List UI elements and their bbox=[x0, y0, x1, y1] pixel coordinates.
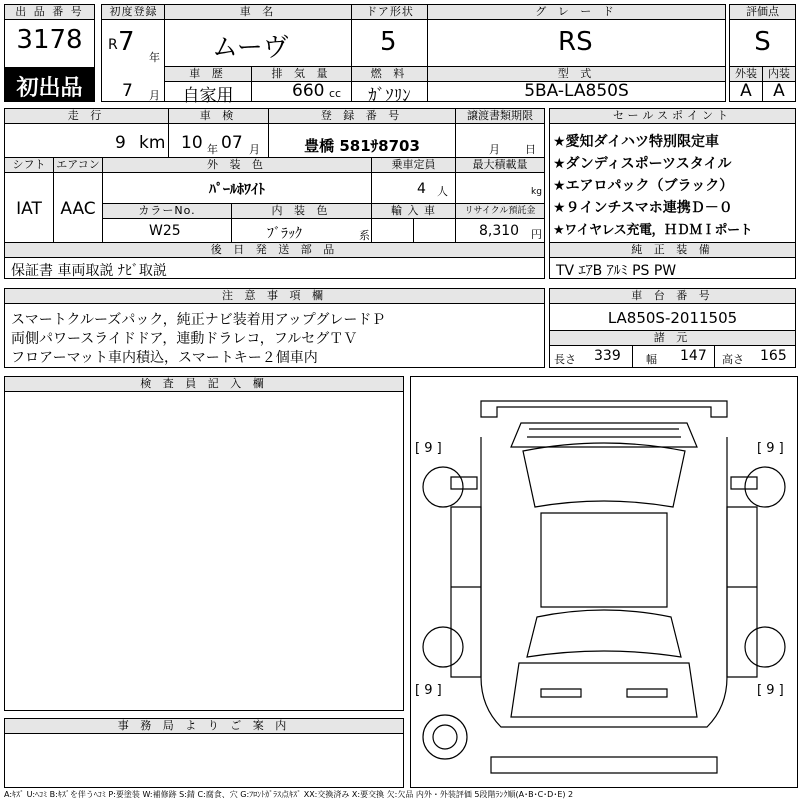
shift-label: シフト bbox=[5, 158, 53, 173]
notes-box bbox=[4, 288, 545, 368]
score-box bbox=[729, 4, 796, 102]
displacement-label: 排 気 量 bbox=[252, 67, 351, 82]
reg-month-unit: 月 bbox=[149, 89, 160, 102]
inspection-label: 車 検 bbox=[169, 109, 268, 124]
car-name-label: 車 名 bbox=[165, 5, 352, 20]
car-diagram-box bbox=[410, 376, 798, 788]
length-label: 長さ bbox=[554, 353, 576, 366]
specs-label: 諸 元 bbox=[550, 331, 795, 346]
model-value: 5BA-LA850S bbox=[524, 81, 629, 101]
history-value: 自家用 bbox=[182, 86, 234, 106]
tire-rear-left: [ 9 ] bbox=[415, 683, 442, 698]
chassis-label: 車 台 番 号 bbox=[550, 289, 795, 304]
car-name-value: ムーヴ bbox=[212, 33, 289, 63]
inspection-month-unit: 月 bbox=[249, 143, 260, 156]
capacity-unit: 人 bbox=[437, 185, 448, 198]
height-value: 165 bbox=[760, 348, 787, 364]
inspector-label: 検 査 員 記 入 欄 bbox=[5, 377, 403, 392]
recycle-unit: 円 bbox=[531, 228, 542, 241]
reg-year: 7 bbox=[118, 27, 135, 57]
vehicle-info-box bbox=[101, 4, 726, 106]
length-value: 339 bbox=[594, 348, 621, 364]
chassis-box bbox=[549, 288, 796, 368]
door-label: ドア形状 bbox=[352, 5, 428, 20]
sales-points-box bbox=[549, 108, 796, 279]
transfer-label: 譲渡書類期限 bbox=[456, 109, 544, 124]
shift-value: IAT bbox=[16, 199, 42, 219]
height-label: 高さ bbox=[722, 353, 744, 366]
recycle-value: 8,310 bbox=[479, 223, 520, 239]
int-color-value: ﾌﾞﾗｯｸ bbox=[267, 226, 302, 242]
mileage-value: 9 bbox=[115, 133, 126, 153]
aircon-label: エアコン bbox=[54, 158, 102, 173]
mileage-label: 走 行 bbox=[5, 109, 168, 124]
tire-front-left: [ 9 ] bbox=[415, 441, 442, 456]
equipment-label: 純 正 装 備 bbox=[550, 243, 795, 258]
aircon-value: AAC bbox=[60, 199, 96, 219]
tire-rear-right: [ 9 ] bbox=[757, 683, 784, 698]
score-label: 評価点 bbox=[730, 5, 795, 20]
plate-label: 登 録 番 号 bbox=[269, 109, 455, 124]
int-score-label: 内装 bbox=[763, 67, 795, 82]
first-listing-badge bbox=[5, 67, 94, 101]
inspection-year-unit: 年 bbox=[207, 143, 218, 156]
capacity-label: 乗車定員 bbox=[372, 158, 455, 173]
transfer-month-unit: 月 bbox=[489, 143, 500, 156]
import-label: 輸 入 車 bbox=[372, 204, 455, 219]
notes-line: スマートクルーズパック，純正ナビ装着用アップグレードＰ bbox=[11, 312, 386, 328]
lot-label: 出 品 番 号 bbox=[5, 5, 94, 20]
chassis-value: LA850S-2011505 bbox=[607, 309, 738, 327]
sales-point-item: ★ダンディスポーツスタイル bbox=[553, 156, 732, 172]
plate-value: 豊橋 581ｻ8703 bbox=[304, 137, 420, 155]
transfer-day-unit: 日 bbox=[525, 143, 536, 156]
lot-number: 3178 bbox=[16, 25, 83, 55]
tire-front-right: [ 9 ] bbox=[757, 441, 784, 456]
car-diagram bbox=[411, 377, 797, 787]
reg-year-unit: 年 bbox=[149, 51, 160, 64]
office-box bbox=[4, 718, 404, 788]
fuel-value: ｶﾞｿﾘﾝ bbox=[368, 86, 411, 106]
capacity-value: 4 bbox=[417, 181, 426, 197]
notes-label: 注 意 事 項 欄 bbox=[5, 289, 544, 304]
detail-box bbox=[4, 108, 545, 279]
color-no-value: W25 bbox=[149, 223, 181, 239]
int-score-value: A bbox=[773, 81, 785, 101]
grade-label: グ レ ー ド bbox=[428, 5, 725, 20]
mileage-unit: km bbox=[139, 133, 166, 153]
sales-point-item: ★９インチスマホ連携Ｄ－０ bbox=[553, 200, 733, 216]
door-value: 5 bbox=[380, 27, 397, 57]
reg-era: R bbox=[108, 37, 118, 53]
max-load-unit: kg bbox=[531, 187, 542, 197]
sales-point-item: ★愛知ダイハツ特別限定車 bbox=[553, 134, 719, 150]
ext-color-value: ﾊﾟｰﾙﾎﾜｲﾄ bbox=[209, 182, 265, 198]
equipment-value: TV ｴｱB ｱﾙﾐ PS PW bbox=[556, 263, 677, 279]
office-label: 事 務 局 よ り ご 案 内 bbox=[5, 719, 403, 734]
inspection-year: 10 bbox=[181, 133, 203, 153]
int-color-label: 内 装 色 bbox=[232, 204, 371, 219]
color-no-label: カラーNo. bbox=[103, 204, 231, 219]
sales-point-item: ★ワイヤレス充電，ＨＤＭＩポート bbox=[553, 223, 753, 238]
later-parts-label: 後 日 発 送 部 品 bbox=[5, 243, 544, 258]
inspection-month: 07 bbox=[221, 133, 243, 153]
lot-box bbox=[4, 4, 95, 102]
later-parts-value: 保証書 車両取説 ﾅﾋﾞ取説 bbox=[11, 263, 167, 279]
ext-score-label: 外装 bbox=[730, 67, 762, 82]
recycle-label: リサイクル預託金 bbox=[456, 204, 544, 219]
int-color-suffix: 系 bbox=[359, 229, 370, 242]
first-listing-text: 初出品 bbox=[16, 76, 83, 101]
ext-score-value: A bbox=[740, 81, 752, 101]
sales-point-item: ★エアロパック（ブラック） bbox=[553, 178, 734, 194]
displacement-unit: cc bbox=[329, 87, 342, 100]
sales-points-label: セールスポイント bbox=[550, 109, 795, 124]
notes-line: フロアーマット車内積込，スマートキー２個車内 bbox=[11, 350, 318, 366]
fuel-label: 燃 料 bbox=[352, 67, 427, 82]
model-label: 型 式 bbox=[428, 67, 725, 82]
reg-month: 7 bbox=[122, 81, 133, 101]
history-label: 車 歴 bbox=[165, 67, 251, 82]
displacement-value: 660 bbox=[292, 81, 325, 101]
reg-label: 初度登録 bbox=[102, 5, 165, 20]
max-load-label: 最大積載量 bbox=[456, 158, 544, 173]
notes-line: 両側パワースライドドア，連動ドラレコ，フルセグＴＶ bbox=[11, 331, 358, 347]
inspector-box bbox=[4, 376, 404, 711]
ext-color-label: 外 装 色 bbox=[103, 158, 371, 173]
width-label: 幅 bbox=[646, 353, 657, 366]
legend-text: A:ｷｽﾞ U:ﾍｺﾐ B:ｷｽﾞを伴うﾍｺﾐ P:要塗装 W:補修跡 S:錆 C:腐食、穴 G:ﾌﾛﾝﾄｶﾞﾗｽ点ｷｽﾞ XX:交換済み X:要交換 欠:欠品 内外・外装評価 5段階ﾗﾝｸ順(A･B･C･D･E) 2 bbox=[4, 790, 574, 799]
width-value: 147 bbox=[680, 348, 707, 364]
score-value: S bbox=[754, 27, 771, 57]
grade-value: RS bbox=[558, 27, 593, 57]
